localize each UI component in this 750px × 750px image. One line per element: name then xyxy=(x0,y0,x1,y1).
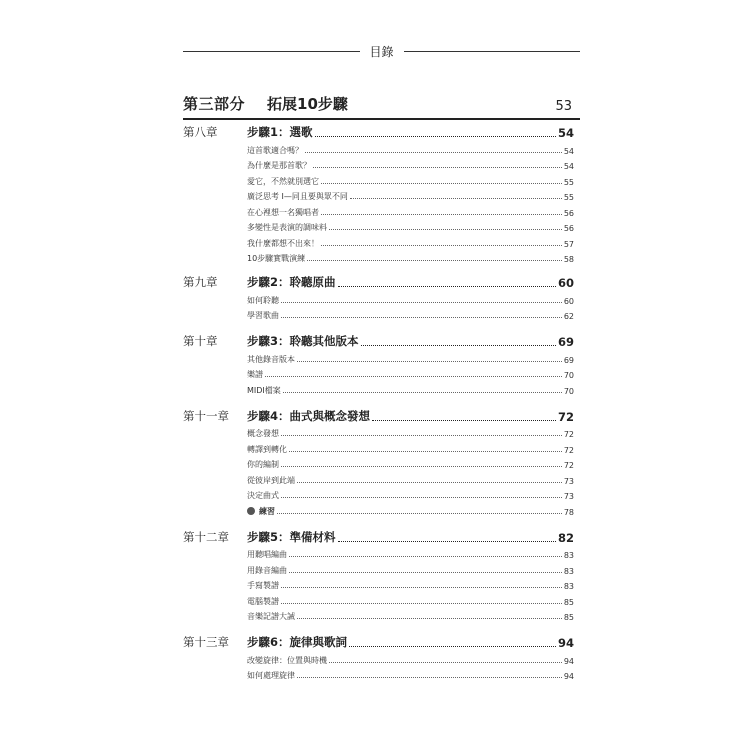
toc-entry[interactable] xyxy=(247,652,574,668)
toc-entry[interactable] xyxy=(247,220,574,236)
toc-entry[interactable] xyxy=(247,488,574,504)
entry-title-wrapper xyxy=(247,506,275,519)
entry-title: 練習 xyxy=(259,506,275,516)
chapter-block xyxy=(183,527,574,625)
step-title: 步驟2：聆聽原曲 xyxy=(247,275,336,289)
entry-title: 10步驟實戰演練 xyxy=(247,254,306,263)
dot-leader xyxy=(329,229,562,230)
entry-title: 音樂記譜大誡 xyxy=(247,612,295,621)
entry-page-number: 83 xyxy=(563,551,574,560)
entry-page-number: 55 xyxy=(563,177,574,187)
dot-leader xyxy=(297,618,562,619)
bullet-icon xyxy=(247,507,255,515)
entry-page-number: 85 xyxy=(563,597,574,607)
dot-leader xyxy=(349,646,556,647)
chapter-block xyxy=(183,272,574,323)
chapter-label: 第九章 xyxy=(183,275,218,289)
chapter-label: 第十二章 xyxy=(183,529,229,544)
chapter-entries xyxy=(247,406,574,519)
dot-leader xyxy=(281,466,562,467)
entry-title: 多變性是表演的調味料 xyxy=(247,223,327,232)
dot-leader xyxy=(281,497,562,498)
chapter-label: 第十一章 xyxy=(183,408,229,423)
toc-entry[interactable] xyxy=(247,189,574,205)
entry-page-number: 62 xyxy=(563,312,574,321)
dot-leader xyxy=(315,136,556,137)
entry-page-number: 69 xyxy=(563,355,574,365)
entry-page-number: 72 xyxy=(563,430,574,439)
toc-entry[interactable] xyxy=(247,668,574,684)
dot-leader xyxy=(305,152,562,153)
chapter-entries xyxy=(247,527,574,625)
step-entry[interactable] xyxy=(247,122,574,142)
step-title: 步驟4：曲式與概念發想 xyxy=(247,408,371,423)
step-title: 步驟3：聆聽其他版本 xyxy=(247,334,359,348)
dot-leader xyxy=(338,541,556,542)
chapter-label: 第十三章 xyxy=(183,635,229,649)
entry-title: 如何處理旋律 xyxy=(247,671,295,680)
header-rule-right xyxy=(404,51,581,52)
entry-page-number: 94 xyxy=(563,656,574,666)
entry-title: 轉譯到轉化 xyxy=(247,444,287,454)
dot-leader xyxy=(281,587,562,588)
dot-leader xyxy=(361,345,556,346)
toc-entry[interactable] xyxy=(247,593,574,609)
entry-page-number: 73 xyxy=(563,492,574,501)
part-title: 拓展10步驟 xyxy=(267,95,348,113)
dot-leader xyxy=(350,198,562,199)
dot-leader xyxy=(277,513,562,514)
part-heading xyxy=(183,92,580,114)
chapter-block xyxy=(183,632,574,683)
step-title: 步驟6：旋律與歌詞 xyxy=(247,635,348,649)
toc-entry[interactable] xyxy=(247,292,574,308)
entry-title: 樂譜 xyxy=(247,370,263,379)
entry-page-number: 54 xyxy=(563,162,574,171)
step-entry[interactable] xyxy=(247,632,574,652)
step-page-number: 94 xyxy=(557,636,574,650)
entry-page-number: 94 xyxy=(563,672,574,681)
entry-page-number: 83 xyxy=(563,566,574,576)
dot-leader xyxy=(289,556,562,557)
step-title: 步驟5：準備材料 xyxy=(247,529,336,544)
entry-title: 廣泛思考 I—同且要與眾不同 xyxy=(247,192,348,201)
entry-title: 用聽唱編曲 xyxy=(247,550,287,559)
toc-entry[interactable] xyxy=(247,441,574,457)
dot-leader xyxy=(321,214,562,215)
toc-entry[interactable] xyxy=(247,204,574,220)
dot-leader xyxy=(289,451,562,452)
toc-entry[interactable] xyxy=(247,158,574,174)
step-entry[interactable] xyxy=(247,527,574,547)
dot-leader xyxy=(281,603,562,604)
dot-leader xyxy=(297,677,562,678)
dot-leader xyxy=(265,376,562,377)
entry-title: 從彼岸到此端 xyxy=(247,475,295,485)
toc-entry[interactable] xyxy=(247,173,574,189)
toc-entry[interactable] xyxy=(247,251,574,267)
dot-leader xyxy=(281,435,562,436)
chapter-block xyxy=(183,406,574,519)
step-entry[interactable] xyxy=(247,272,574,292)
entry-title: 這首歌適合嗎？ xyxy=(247,145,303,155)
toc-entry[interactable] xyxy=(247,609,574,625)
part-page-number: 53 xyxy=(555,99,572,114)
table-of-contents xyxy=(183,122,574,683)
part-label: 第三部分 xyxy=(183,95,246,113)
page-header xyxy=(183,40,580,62)
entry-title: 我什麼都想不出來！ xyxy=(247,238,319,248)
toc-entry[interactable] xyxy=(247,472,574,488)
step-entry[interactable] xyxy=(247,331,574,351)
entry-page-number: 70 xyxy=(563,371,574,380)
entry-title: 在心裡想一名獨唱者 xyxy=(247,207,319,217)
entry-title: 決定曲式 xyxy=(247,491,279,500)
part-rule xyxy=(183,118,580,120)
step-page-number: 69 xyxy=(557,335,574,349)
entry-title: 為什麼是那首歌？ xyxy=(247,161,311,170)
toc-entry[interactable] xyxy=(247,426,574,442)
toc-entry[interactable] xyxy=(247,503,574,519)
entry-title: 用錄音編曲 xyxy=(247,565,287,575)
toc-entry[interactable] xyxy=(247,308,574,324)
chapter-label: 第十章 xyxy=(183,334,218,348)
dot-leader xyxy=(307,260,562,261)
toc-entry[interactable] xyxy=(247,235,574,251)
chapter-entries xyxy=(247,331,574,398)
entry-title: 愛它，不然就別選它 xyxy=(247,176,319,186)
entry-page-number: 60 xyxy=(563,296,574,306)
entry-title: 手寫製譜 xyxy=(247,581,279,590)
toc-entry[interactable] xyxy=(247,562,574,578)
dot-leader xyxy=(281,317,562,318)
dot-leader xyxy=(321,183,562,184)
toc-entry[interactable] xyxy=(247,142,574,158)
dot-leader xyxy=(297,361,562,362)
entry-page-number: 70 xyxy=(563,386,574,396)
entry-page-number: 58 xyxy=(563,255,574,264)
toc-entry[interactable] xyxy=(247,457,574,473)
dot-leader xyxy=(281,302,562,303)
step-page-number: 60 xyxy=(557,276,574,290)
entry-page-number: 72 xyxy=(563,445,574,455)
entry-page-number: 73 xyxy=(563,476,574,486)
dot-leader xyxy=(289,572,562,573)
toc-entry[interactable] xyxy=(247,367,574,383)
toc-entry[interactable] xyxy=(247,382,574,398)
dot-leader xyxy=(283,392,562,393)
entry-page-number: 56 xyxy=(563,224,574,233)
entry-title: 其他錄音版本 xyxy=(247,354,295,364)
toc-entry[interactable] xyxy=(247,547,574,563)
chapter-entries xyxy=(247,632,574,683)
dot-leader xyxy=(297,482,562,483)
entry-title: 概念發想 xyxy=(247,429,279,438)
entry-page-number: 85 xyxy=(563,613,574,622)
step-page-number: 82 xyxy=(557,530,574,545)
chapter-block xyxy=(183,122,574,266)
step-title: 步驟1：選歌 xyxy=(247,125,313,139)
header-rule-left xyxy=(183,51,360,52)
entry-page-number: 56 xyxy=(563,208,574,218)
entry-title: 電腦製譜 xyxy=(247,596,279,606)
entry-page-number: 54 xyxy=(563,146,574,156)
entry-page-number: 78 xyxy=(563,507,574,517)
dot-leader xyxy=(329,662,562,663)
step-page-number: 54 xyxy=(557,126,574,140)
entry-title: 如何聆聽 xyxy=(247,295,279,305)
entry-title: MIDI檔案 xyxy=(247,385,281,395)
entry-page-number: 57 xyxy=(563,239,574,249)
dot-leader xyxy=(338,286,556,287)
toc-entry[interactable] xyxy=(247,578,574,594)
entry-title: 學習歌曲 xyxy=(247,311,279,320)
step-entry[interactable] xyxy=(247,406,574,426)
chapter-label: 第八章 xyxy=(183,125,218,139)
entry-title: 你的編制 xyxy=(247,460,279,469)
chapter-entries xyxy=(247,122,574,266)
toc-entry[interactable] xyxy=(247,351,574,367)
step-page-number: 72 xyxy=(557,409,574,424)
dot-leader xyxy=(321,245,562,246)
page-title: 目錄 xyxy=(369,44,394,59)
dot-leader xyxy=(313,167,562,168)
dot-leader xyxy=(372,420,556,421)
entry-title: 改變旋律：位置與時機 xyxy=(247,655,327,665)
chapter-entries xyxy=(247,272,574,323)
entry-page-number: 55 xyxy=(563,193,574,202)
entry-page-number: 72 xyxy=(563,461,574,470)
chapter-block xyxy=(183,331,574,398)
entry-page-number: 83 xyxy=(563,582,574,591)
